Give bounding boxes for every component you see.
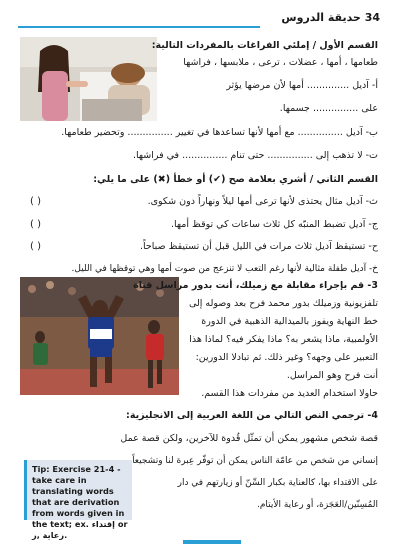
q3-line: أنت فرح وهو المراسل. xyxy=(286,370,378,381)
q3-line: التعبير على وجهه؟ وغير ذلك. ثم تبادلا الدورين: xyxy=(195,352,378,363)
q3-line: الأولمبية، ماذا يشعر به؟ ماذا يفكر فيه؟ لماذا هذا xyxy=(189,334,378,345)
page-title: 34 حديقة الدروس xyxy=(281,11,380,24)
photo-girl-and-mother xyxy=(20,37,157,121)
q3-line: تلفزيونية وزميلك بدور محمد فرح بعد وصوله إلى xyxy=(188,298,378,309)
tip-label: Tip: xyxy=(32,464,50,474)
page-footer-bar xyxy=(183,540,241,544)
section1-heading: القسم الأول / إملئي الفراغات بالمفردات التالية: xyxy=(151,40,378,51)
section2-item: ج- آديل تضبط المنبّه كل ثلاث ساعات كي توقظ أمها. xyxy=(171,219,378,230)
tip-text: Exercise 21-4 - take care in translating words that are derivation from words given in the text; ex. إقتداء or رعاية ,ر. xyxy=(32,464,128,540)
q3-line: 3- قم بإجراء مقابلة مع زميلك، أنت بدور مراسل قناة xyxy=(133,280,378,291)
section1-item-t: ت- لا تذهب إلى ............... حتى تنام ............... في فراشها. xyxy=(132,150,378,161)
q3-line: حاولا استخدام العديد من مفردات هذا القسم. xyxy=(201,388,378,399)
section2-item: ث- آديل مثال يحتذى لأنها ترعى أمها ليلاً ونهاراً دون شكوى. xyxy=(147,196,378,207)
header-rule xyxy=(18,26,260,28)
section1-word-list: طعامها ، أمها ، عضلات ، ترعى ، ملابسها ، فراشها xyxy=(183,57,378,68)
q4-text-line: إنساني من شخص من عامّة الناس يمكن أن توفّر عِبرة لنا وتشجيعاً xyxy=(132,456,378,466)
page-header xyxy=(18,0,380,30)
section2-item: خ- آديل طفلة مثالية لأنها رغم التعب لا تنزعج من صوت أمها وهي توقظها في الليل. xyxy=(71,264,378,274)
answer-parentheses: ( ) xyxy=(30,219,41,230)
answer-parentheses: ( ) xyxy=(30,241,41,252)
section1-item-b: ب- آديل ............... مع أمها لأنها تساعدها في تغيير ............... وتحضير طعامها. xyxy=(61,127,378,138)
tip-box xyxy=(24,460,132,540)
section2-heading: القسم الثاني / أشري بعلامة صح (✔) أو خطأ (✖) على ما يلي: xyxy=(93,174,378,185)
answer-parentheses: ( ) xyxy=(30,196,41,207)
q4-text-line: المُسِنّين/العَجَزة، أو رعاية الأيتام. xyxy=(256,500,378,510)
q3-line: خط النهاية ويفوز بالميدالية الذهبية في الدورة xyxy=(201,316,378,327)
q4-text-line: على الاقتداء بها، كالعناية بكبار السِّنّ أو زيارتهم في دار xyxy=(177,478,378,488)
photo-runner-finish-line xyxy=(20,277,179,395)
q4-text-line: قصة شخص مشهور يمكن أن تمثّل قُدوة للآخرين، ولكن قصة عمل xyxy=(120,433,378,444)
section1-item-a-line2: على ............... جسمها. xyxy=(279,103,378,114)
section2-item: ح- تستيقظ آديل ثلاث مرات في الليل قبل أن تستيقظ صباحاً. xyxy=(139,241,378,252)
q4-heading: 4- ترجمي النص التالي من اللغة العربية إلى الانجليزية: xyxy=(126,410,378,421)
section1-item-a-line1: أ- آديل .............. أمها لأن مرضها يؤثر xyxy=(226,80,378,91)
